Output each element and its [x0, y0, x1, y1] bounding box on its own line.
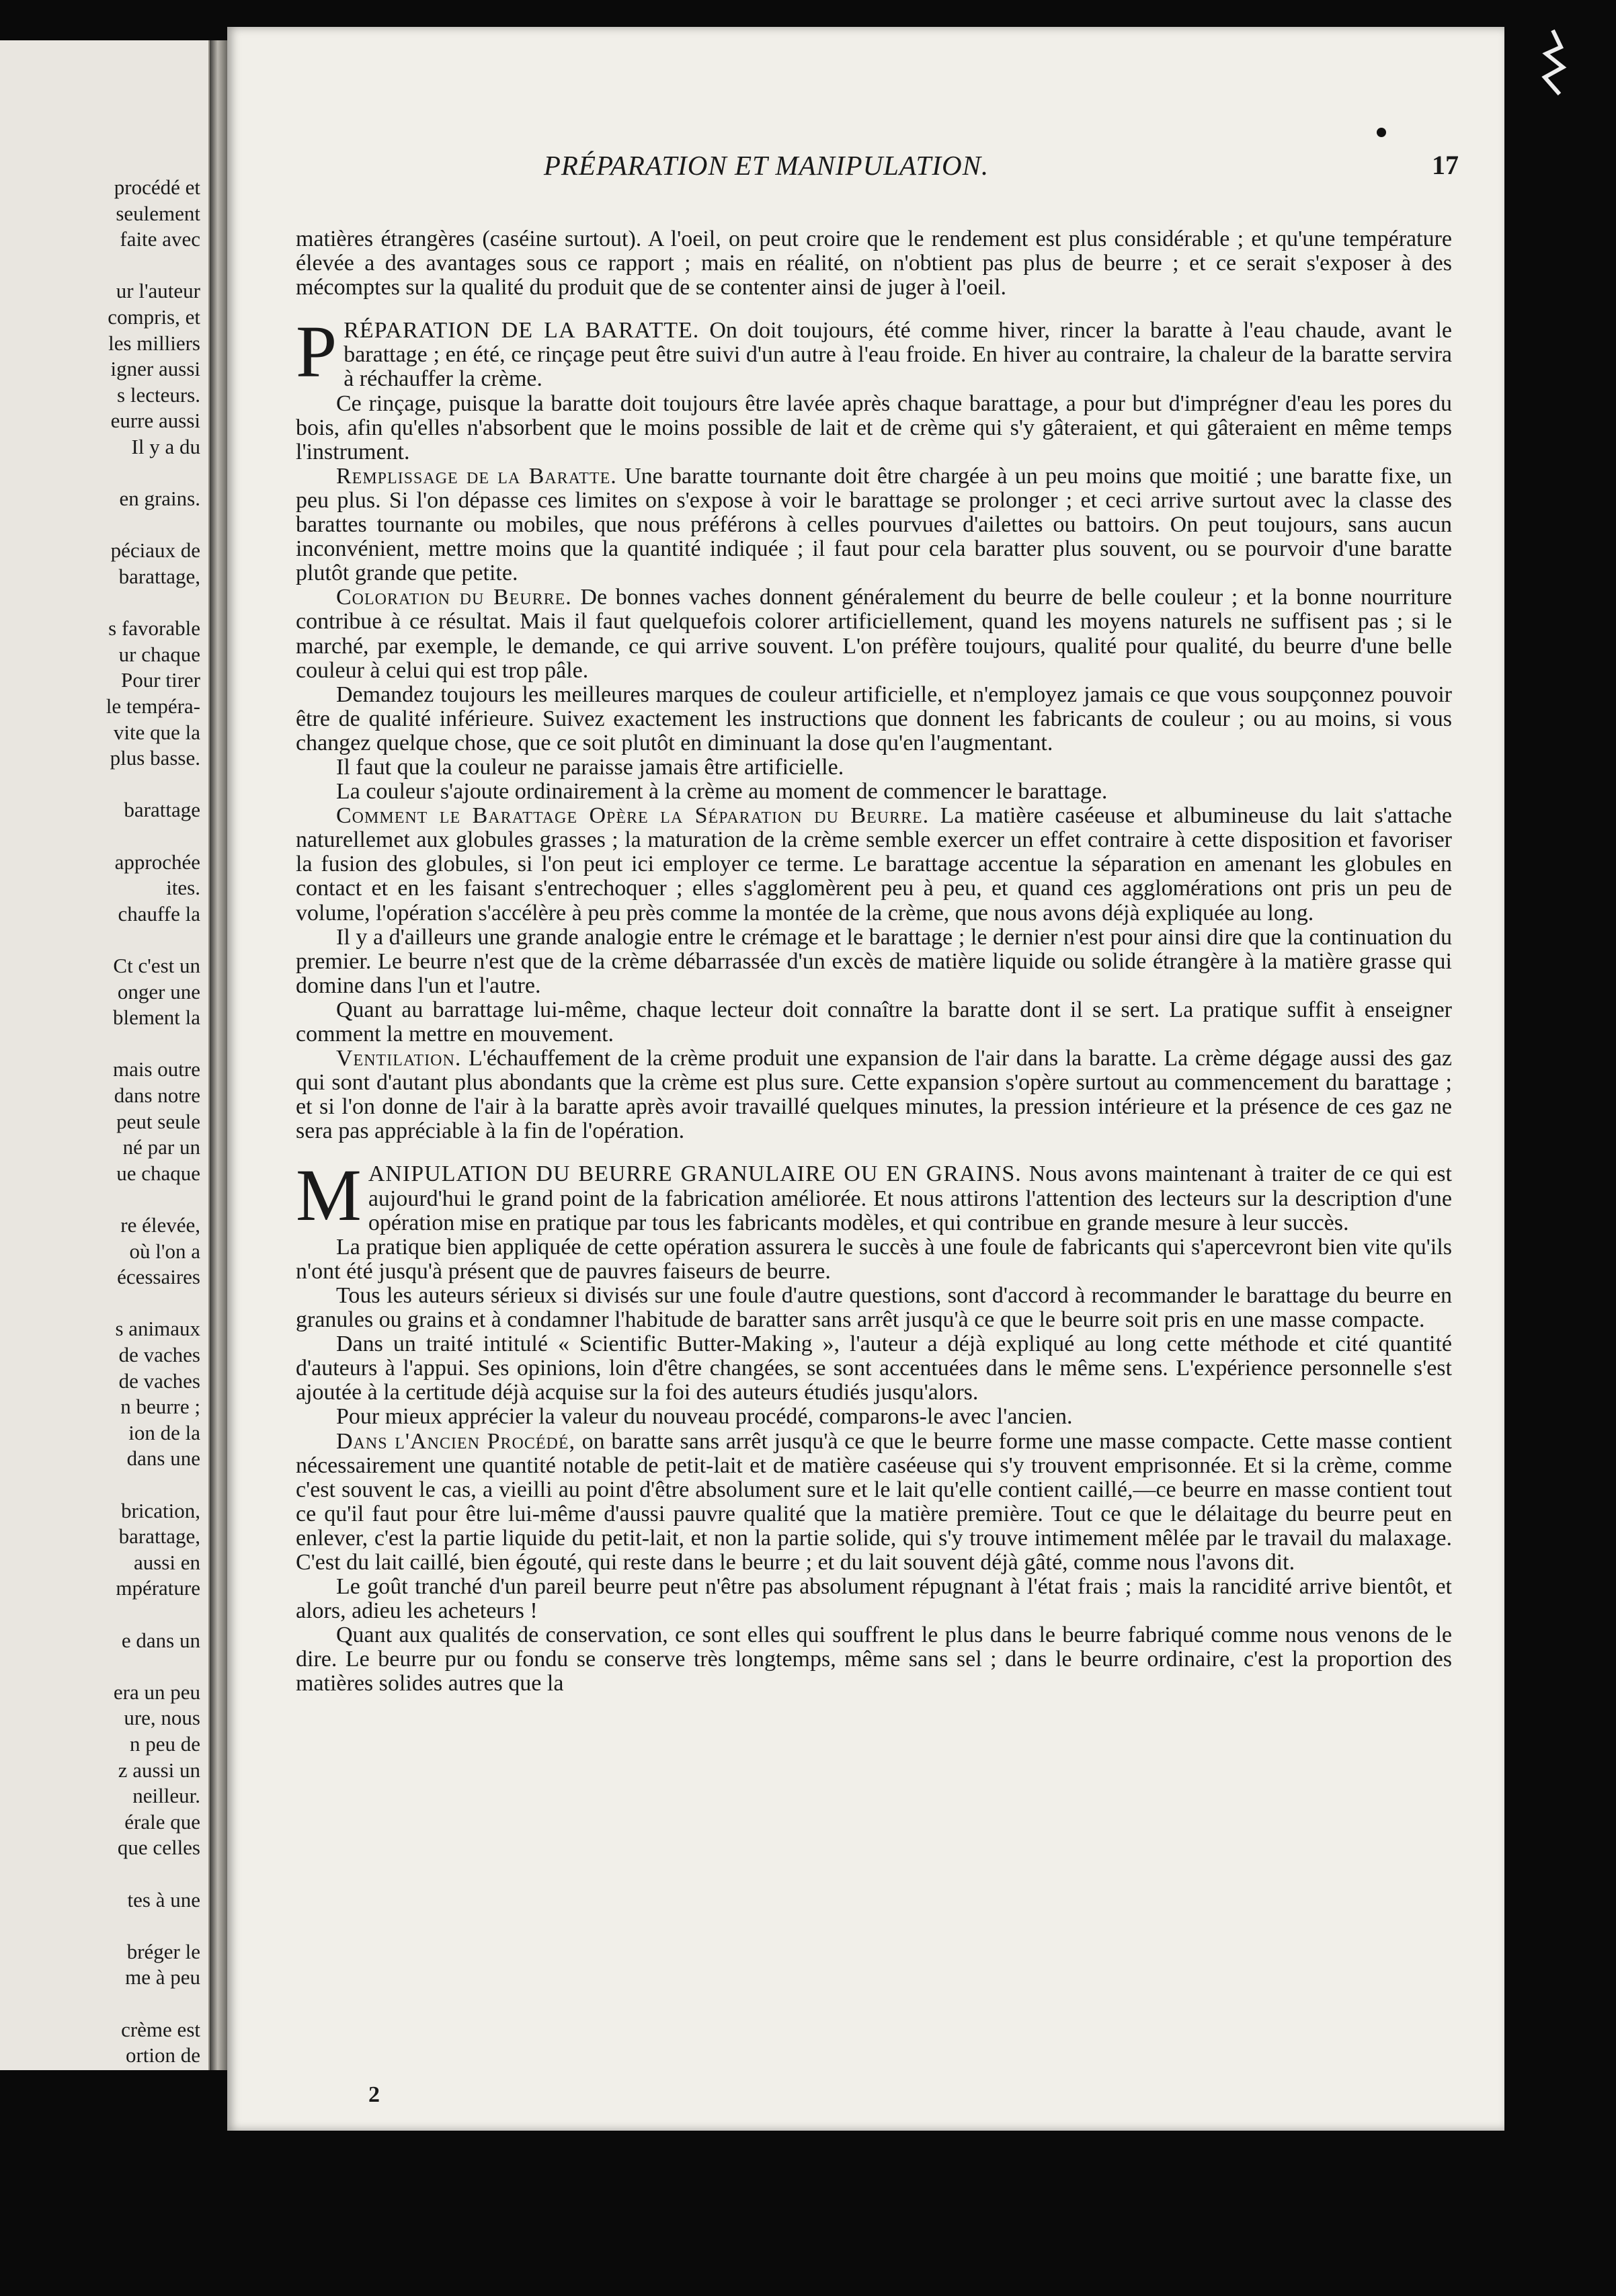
paragraph: Dans un traité intitulé « Scientific Butter-Making », l'auteur a déjà expliqué au long cette méthode et cité quantité d'auteurs à l'appui. Ses opinions, loin d'être changées, se sont accentuées dans le même sens. L'expérience personnelle s'est ajoutée à la certitude déjà acquise sur la foi des auteurs étudiés jusqu'alors.: [296, 1331, 1452, 1405]
section-preparation-baratte: PRÉPARATION DE LA BARATTE. On doit toujours, été comme hiver, rincer la baratte à l'eau chaude, avant le barattage ; en été, ce rinçage peut être suivi d'un autre à l'eau froide. En hiver au contraire, la chaleur de la baratte servira à réchauffer la crème.: [296, 311, 1453, 393]
facing-page-line: ur l'auteur: [116, 279, 200, 303]
facing-page-line: compris, et: [108, 305, 200, 329]
section-manipulation-beurre: MANIPULATION DU BEURRE GRANULAIRE OU EN GRAINS. Nous avons maintenant à traiter de ce qui est aujourd'hui le grand point de la fabrication améliorée. Et nous attirons l'attention des lecteurs sur la description d'une opération mise en pratique par tous les fabricants modèles, et qui contribue en grande mesure à leur succès.: [296, 1154, 1452, 1237]
facing-page-line: onger une: [117, 979, 200, 1003]
paragraph: Ce rinçage, puisque la baratte doit toujours être lavée après chaque barattage, a pour but d'imprégner d'eau les pores du bois, afin qu'elles n'absorbent que le moins possible de lait et de crème qui s'y gâteraient, et qui gâteraient en même temps l'instrument.: [296, 391, 1452, 464]
facing-page-line: n peu de: [129, 1732, 200, 1756]
facing-page-line: péciaux de: [110, 538, 200, 563]
drop-cap: P: [296, 311, 337, 393]
facing-page-line: igner aussi: [110, 357, 200, 381]
paragraph: Tous les auteurs sérieux si divisés sur une foule d'autre questions, sont d'accord à recommander le barattage du beurre en granules ou grains et à condamner l'habitude de baratter sans arrêt jusqu'à ce que le beurre soit pris en une masse compacte.: [296, 1282, 1452, 1333]
facing-page-line: era un peu: [113, 1680, 200, 1704]
facing-page-line: procédé et: [114, 175, 200, 199]
facing-page-line: s lecteurs.: [117, 382, 200, 407]
section-heading: ANIPULATION DU BEURRE GRANULAIRE OU EN GRAINS.: [368, 1161, 1022, 1187]
paragraph: Comment le Barattage Opère la Séparation du Beurre. La matière caséeuse et albumineuse du lait s'attache naturellemet aux globules grasses ; la maturation de la crème semble exercer un effet contraire à cette disposition et favoriser la fusion des globules, si l'on peut ici employer ce terme. Le barattage accentue la séparation en amenant les globules en contact et en les faisant s'entrechoquer ; elles s'agglomèrent peu à peu, et quand ces agglomérations ont pris un peu de volume, l'opération s'accélère à peu près comme la montée de la crème, que nous avons déjà expliquée au long.: [296, 803, 1452, 926]
section-heading: RÉPARATION DE LA BARATTE.: [344, 318, 700, 343]
facing-page-line: le tempéra-: [106, 694, 200, 718]
signature-mark: 2: [368, 2082, 380, 2107]
facing-page-line: z aussi un: [118, 1758, 200, 1782]
running-head: PRÉPARATION ET MANIPULATION.: [543, 150, 989, 181]
facing-page-line: s favorable: [108, 616, 200, 641]
paragraph: Quant aux qualités de conservation, ce sont elles qui souffrent le plus dans le beurre fabriqué comme nous venons de le dire. Le beurre pur ou fondu se conserve très longtemps, même sans sel ; dans le beurre ordinaire, c'est la proportion des matières solides autres que la: [296, 1623, 1452, 1696]
paragraph: Le goût tranché d'un pareil beurre peut n'être pas absolument répugnant à l'état frais ; mais la rancidité arrive bientôt, et alors, adieu les acheteurs !: [296, 1574, 1452, 1624]
facing-page-line: ion de la: [128, 1420, 200, 1444]
facing-page-line: Ct c'est un: [113, 954, 200, 977]
facing-page-line: ites.: [166, 876, 200, 900]
paragraph: Demandez toujours les meilleures marques de couleur artificielle, et n'employez jamais ce que vous soupçonnez pouvoir être de qualité inférieure. Suivez exactement les instructions que donnent les fabricants de couleur ; ou au moins, si vous changez quelque chose, que ce soit plutôt en diminuant la dose qu'en l'augmentant.: [296, 682, 1452, 755]
facing-page-line: brication,: [121, 1498, 200, 1522]
section-heading: Comment le Barattage Opère la Séparation du Beurre.: [336, 803, 930, 829]
section-heading: Remplissage de la Baratte.: [336, 463, 617, 489]
facing-page-line: tes à une: [127, 1887, 200, 1912]
page-body: [296, 227, 1452, 1696]
paragraph: Dans l'Ancien Procédé, on baratte sans arrêt jusqu'à ce que le beurre forme une masse compacte. Cette masse contient nécessairement une quantité notable de petit-lait et de matière caséeuse qui s'y trouvent emprisonnée. Et si la crème, comme c'est souvent le cas, a vieilli au point d'être absolument sure et le lait qu'elle contient caillé,—ce beurre en masse contient tout ce qu'il faut pour être lui-même d'aussi pauvre qualité que la matière première. Tout ce que le délaitage du beurre peut en enlever, c'est la partie liquide du petit-lait, et non la partie solide, qui s'y trouve intimement mêlée par le travail du malaxage. C'est du lait caillé, bien égouté, qui reste dans le beurre ; et du lait souvent déjà gâté, comme nous l'avons dit.: [296, 1428, 1453, 1575]
facing-page-line: e dans un: [121, 1628, 200, 1652]
facing-page-line: s animaux: [115, 1317, 200, 1341]
facing-page-line: né par un: [122, 1135, 200, 1159]
facing-page-line: aussi en: [133, 1550, 200, 1574]
facing-page-line: dans notre: [114, 1083, 200, 1107]
facing-page-line: que celles: [117, 1836, 200, 1860]
facing-page-line: mpérature: [116, 1576, 200, 1600]
paragraph: La pratique bien appliquée de cette opération assurera le succès à une foule de fabricants qui s'apercevront bien vite qu'ils n'ont été jusqu'à présent que de pauvres faiseurs de beurre.: [296, 1234, 1452, 1284]
facing-page-line: ure, nous: [124, 1706, 200, 1730]
facing-page-line: dans une: [126, 1446, 200, 1471]
drop-cap: M: [296, 1154, 362, 1237]
ink-spot: [1377, 128, 1386, 137]
facing-page-line: chauffe la: [118, 901, 200, 926]
paragraph: matières étrangères (caséine surtout). A l'oeil, on peut croire que le rendement est plus considérable ; et qu'une température élevée a des avantages sous ce rapport ; mais en réalité, on n'obtient pas plus de beurre ; et ce serait s'exposer à des mécomptes sur la qualité du produit que de se contenter ainsi de juger à l'oeil.: [296, 227, 1452, 300]
paragraph: Il faut que la couleur ne paraisse jamais être artificielle.: [336, 754, 844, 780]
facing-page-line: peut seule: [116, 1109, 200, 1133]
paragraph: Coloration du Beurre. De bonnes vaches donnent généralement du beurre de belle couleur ; et la bonne nourriture contribue à ce résultat. Mais il faut quelquefois colorer artificiellement, quand les moyens naturels ne suffisent pas ; si le marché, par exemple, le demande, ce qui arrive souvent. L'on préfère toujours, qualité pour qualité, du beurre d'une belle couleur à celui qui est trop pâle.: [296, 585, 1452, 683]
facing-page-line: crème est: [121, 2017, 200, 2041]
facing-page-line: érale que: [124, 1809, 200, 1834]
facing-page-line: vite que la: [113, 720, 200, 744]
facing-page-line: re élevée,: [120, 1213, 200, 1237]
paragraph: La couleur s'ajoute ordinairement à la crème au moment de commencer le barattage.: [336, 779, 1108, 805]
facing-page-line: n beurre ;: [120, 1395, 200, 1419]
facing-page-line: mais outre: [113, 1057, 200, 1081]
facing-page-line: barattage: [124, 798, 200, 822]
facing-page-line: barattage,: [118, 565, 200, 588]
facing-page-line: ur chaque: [118, 642, 200, 666]
facing-page-line: de vaches: [118, 1343, 200, 1366]
facing-page-line: Il y a du: [131, 435, 200, 458]
page-number: 17: [1432, 150, 1459, 180]
facing-page-line: ortion de: [125, 2043, 200, 2067]
section-heading: Ventilation.: [336, 1046, 462, 1071]
facing-page-line: barattage,: [118, 1524, 200, 1549]
facing-page-fragment: [0, 40, 210, 2070]
facing-page-line: plus basse.: [110, 746, 200, 770]
corner-mark-icon: [1526, 27, 1573, 101]
facing-page-line: neilleur.: [132, 1784, 200, 1808]
facing-page-line: ue chaque: [116, 1161, 200, 1185]
paragraph: Remplissage de la Baratte. Une baratte tournante doit être chargée à un peu moins que moitié ; une baratte fixe, un peu plus. Si l'on dépasse ces limites on s'expose à voir le barattage se prolonger ; et ceci arrive surtout avec la classe des barattes tournante ou mobiles, que nous préférons à celles pourvues d'ailettes ou battoirs. On peut toujours, sans aucun inconvénient, mettre moins que la quantité indiquée ; il faut pour cela baratter plus souvent, ou se pourvoir d'une baratte plutôt grande que petite.: [296, 463, 1452, 586]
book-gutter: [210, 40, 227, 2070]
facing-page-line: écessaires: [117, 1265, 200, 1289]
facing-page-line: bréger le: [126, 1939, 200, 1963]
facing-page-line: approchée: [114, 850, 200, 874]
facing-page-line: les milliers: [108, 331, 200, 355]
facing-page-line: faite avec: [120, 227, 200, 251]
paragraph: Ventilation. L'échauffement de la crème produit une expansion de l'air dans la baratte. La crème dégage aussi des gaz qui sont d'autant plus abondants que la crème est plus sure. Cette expansion s'opère surtout au commencement du barattage ; et si l'on donne de l'air à la baratte après avoir travaillé quelques minutes, la pression intérieure et la présence de ces gaz ne sera pas appréciable à la fin de l'opération.: [296, 1046, 1452, 1144]
facing-page-line: me à peu: [125, 1965, 200, 1990]
facing-page-line: blement la: [113, 1006, 200, 1030]
paragraph: Pour mieux apprécier la valeur du nouveau procédé, comparons-le avec l'ancien.: [336, 1404, 1073, 1430]
facing-page-line: de vaches: [118, 1368, 200, 1393]
facing-page-line: seulement: [116, 201, 200, 225]
facing-page-line: où l'on a: [129, 1239, 200, 1263]
facing-page-line: en grains.: [119, 487, 200, 511]
paragraph: Quant au barrattage lui-même, chaque lecteur doit connaître la baratte dont il se sert. La pratique suffit à enseigner comment la mettre en mouvement.: [296, 997, 1452, 1047]
facing-page-line: eurre aussi: [110, 409, 200, 433]
section-heading: Dans l'Ancien Procédé,: [336, 1428, 575, 1454]
paragraph: Il y a d'ailleurs une grande analogie entre le crémage et le barattage ; le dernier n'est pour ainsi dire que la continuation du premier. Le beurre n'est que de la crème débarrassée d'un excès de matière liquide ou solide étrangère à la matière grasse qui domine dans l'un et l'autre.: [296, 924, 1452, 998]
section-heading: Coloration du Beurre.: [336, 585, 572, 610]
facing-page-line: Pour tirer: [121, 668, 200, 692]
